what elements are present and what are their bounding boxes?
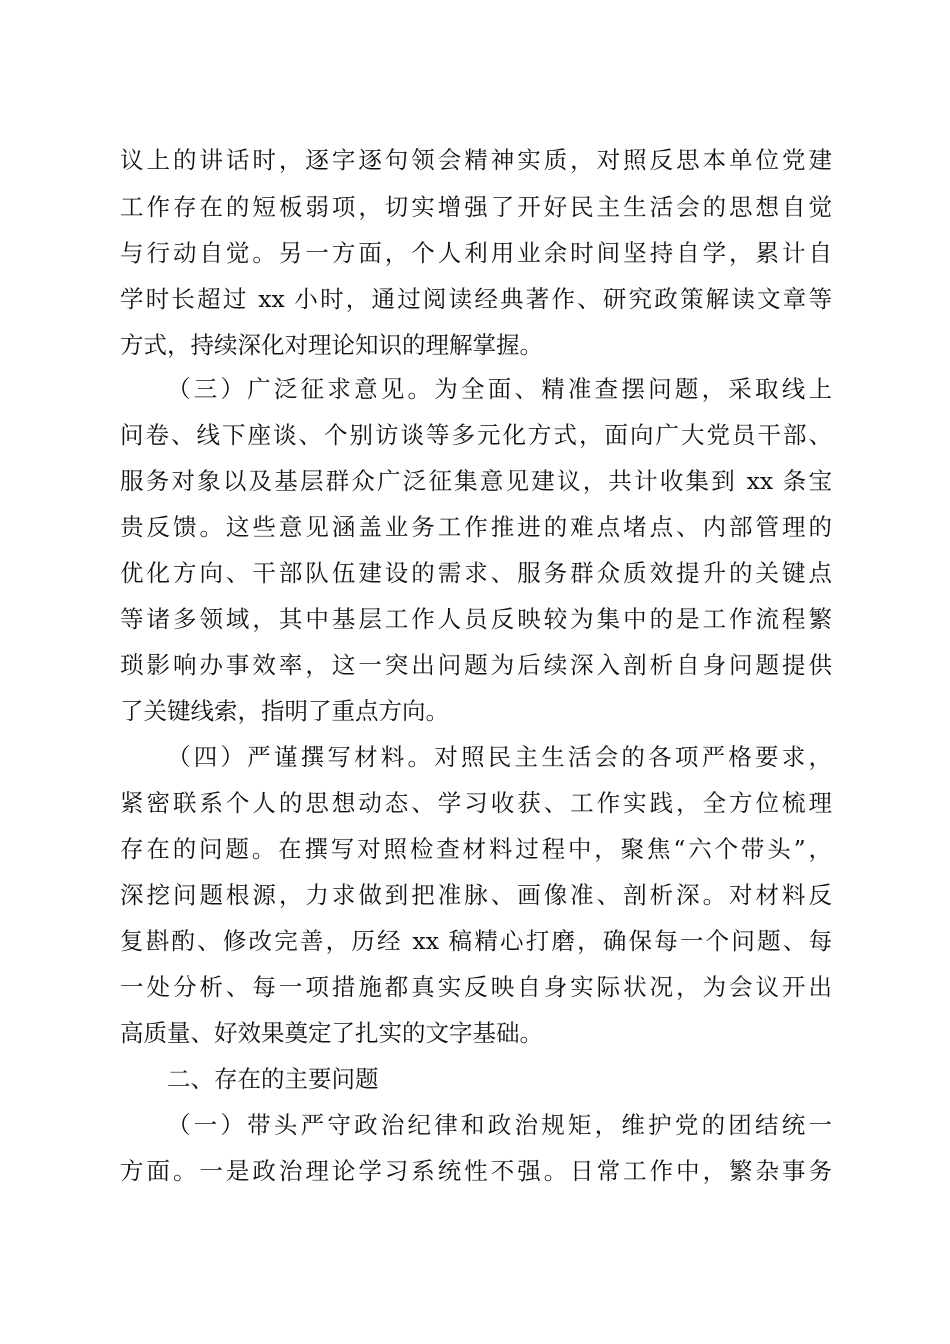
section-3-line-6: 等诸多领域，其中基层工作人员反映较为集中的是工作流程繁 <box>120 605 832 633</box>
section-4-line-7: 高质量、好效果奠定了扎实的文字基础。 <box>120 1019 543 1047</box>
problem-1-first-line: （一）带头严守政治纪律和政治规矩，维护党的团结统一 <box>167 1111 832 1139</box>
problem-1-line-2: 方面。一是政治理论学习系统性不强。日常工作中，繁杂事务 <box>120 1157 832 1185</box>
section-4-line-4: 深挖问题根源，力求做到把准脉、画像准、剖析深。对材料反 <box>120 881 832 909</box>
paragraph-1-line-3: 与行动自觉。另一方面，个人利用业余时间坚持自学，累计自 <box>120 239 832 267</box>
section-heading-main-problems: 二、存在的主要问题 <box>167 1065 379 1093</box>
paragraph-1-line-1: 议上的讲话时，逐字逐句领会精神实质，对照反思本单位党建 <box>120 146 832 174</box>
section-4-line-3: 存在的问题。在撰写对照检查材料过程中，聚焦“六个带头”， <box>120 835 832 863</box>
section-3-line-7: 琐影响办事效率，这一突出问题为后续深入剖析自身问题提供 <box>120 651 832 679</box>
paragraph-1-line-4: 学时长超过 xx 小时，通过阅读经典著作、研究政策解读文章等 <box>120 285 832 313</box>
section-3-line-3: 服务对象以及基层群众广泛征集意见建议，共计收集到 xx 条宝 <box>120 467 832 495</box>
section-4-line-5: 复斟酌、修改完善，历经 xx 稿精心打磨，确保每一个问题、每 <box>120 927 832 955</box>
section-3-first-line: （三）广泛征求意见。为全面、精准查摆问题，采取线上 <box>167 375 832 403</box>
section-3-line-4: 贵反馈。这些意见涵盖业务工作推进的难点堵点、内部管理的 <box>120 513 832 541</box>
section-4-first-line: （四）严谨撰写材料。对照民主生活会的各项严格要求， <box>167 743 832 771</box>
section-4-line-2: 紧密联系个人的思想动态、学习收获、工作实践，全方位梳理 <box>120 789 832 817</box>
paragraph-1-line-2: 工作存在的短板弱项，切实增强了开好民主生活会的思想自觉 <box>120 193 832 221</box>
section-4-line-6: 一处分析、每一项措施都真实反映自身实际状况，为会议开出 <box>120 973 832 1001</box>
section-3-line-5: 优化方向、干部队伍建设的需求、服务群众质效提升的关键点 <box>120 559 832 587</box>
section-3-line-8: 了关键线索，指明了重点方向。 <box>120 697 449 725</box>
section-3-line-2: 问卷、线下座谈、个别访谈等多元化方式，面向广大党员干部、 <box>120 421 832 449</box>
paragraph-1-line-5: 方式，持续深化对理论知识的理解掌握。 <box>120 331 543 359</box>
